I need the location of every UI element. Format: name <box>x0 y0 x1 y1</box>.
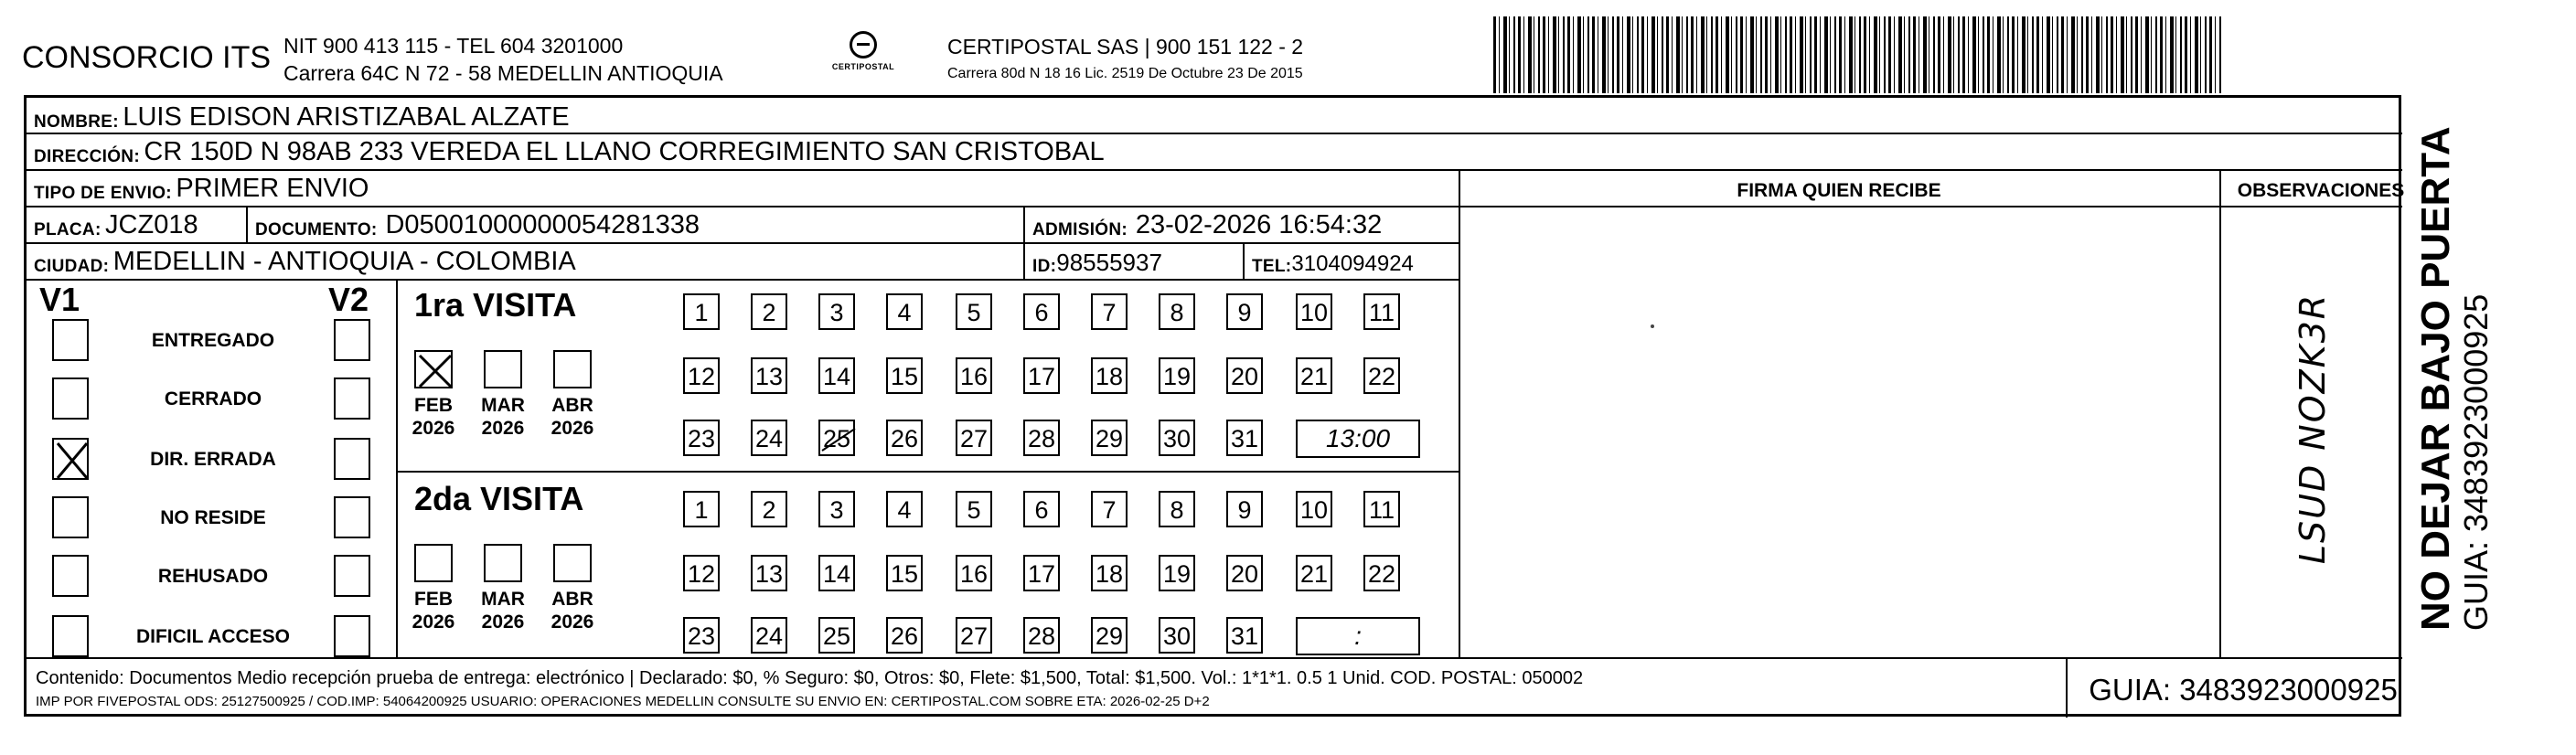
day-box[interactable]: 5 <box>956 293 992 330</box>
admision-value: 23-02-2026 16:54:32 <box>1135 210 1383 239</box>
observation-area[interactable] <box>2221 207 2402 657</box>
direccion-value: CR 150D N 98AB 233 VEREDA EL LLANO CORREGIMIENTO SAN CRISTOBAL <box>144 137 1105 166</box>
status-label: ENTREGADO <box>151 330 275 351</box>
day-box[interactable]: 1 <box>683 293 720 330</box>
visit1-title: 1ra VISITA <box>414 286 577 324</box>
id-value: 98555937 <box>1056 249 1162 276</box>
day-box[interactable]: 10 <box>1296 293 1332 330</box>
day-box[interactable]: 29 <box>1091 420 1128 456</box>
month-label <box>540 588 604 633</box>
month-checkbox[interactable] <box>414 544 453 582</box>
month-label <box>401 588 465 633</box>
month-checkbox[interactable] <box>484 350 522 388</box>
day-box[interactable]: 28 <box>1023 420 1060 456</box>
month-checkbox[interactable] <box>484 544 522 582</box>
day-box[interactable]: 17 <box>1023 357 1060 394</box>
day-box[interactable]: 31 <box>1226 420 1263 456</box>
day-box[interactable]: 25 <box>818 420 855 456</box>
month-name: MAR <box>481 395 525 416</box>
logo-text: CERTIPOSTAL <box>831 62 895 71</box>
day-box[interactable]: 25 <box>818 617 855 654</box>
day-box[interactable]: 12 <box>683 555 720 591</box>
month-checkbox[interactable] <box>553 350 592 388</box>
day-box[interactable]: 24 <box>751 617 787 654</box>
month-name: MAR <box>481 589 525 610</box>
month-checkbox[interactable] <box>414 350 453 388</box>
check-x-icon <box>54 440 91 482</box>
certipostal-line1: CERTIPOSTAL SAS | 900 151 122 - 2 <box>947 35 1304 58</box>
day-box[interactable]: 4 <box>886 491 923 527</box>
day-box[interactable]: 21 <box>1296 357 1332 394</box>
day-box[interactable]: 8 <box>1159 491 1195 527</box>
side-notice <box>2414 126 2495 631</box>
time-box[interactable]: : <box>1296 617 1420 655</box>
v2-checkbox[interactable] <box>334 496 370 538</box>
v2-header: V2 <box>328 281 369 318</box>
company-info <box>283 32 723 87</box>
observation-handwriting: LSUD NOZK3R <box>2293 292 2333 565</box>
row-nombre <box>27 100 570 133</box>
status-label: NO RESIDE <box>160 507 266 528</box>
v1-header: V1 <box>39 281 80 318</box>
day-box[interactable]: 15 <box>886 357 923 394</box>
day-box[interactable]: 19 <box>1159 555 1195 591</box>
ciudad-value: MEDELLIN - ANTIOQUIA - COLOMBIA <box>112 247 576 276</box>
day-box[interactable]: 20 <box>1226 357 1263 394</box>
month-label <box>401 394 465 440</box>
ciudad-label: CIUDAD: <box>34 257 110 276</box>
month-year: 2026 <box>550 611 594 633</box>
v1-checkbox[interactable] <box>52 615 89 657</box>
day-box[interactable]: 30 <box>1159 617 1195 654</box>
logo-icon <box>850 31 877 58</box>
documento-value: D05001000000054281338 <box>385 210 700 239</box>
certipostal-info <box>947 33 1303 88</box>
id-cell <box>1032 244 1162 277</box>
month-name: ABR <box>551 589 593 610</box>
row-tipo-envio <box>27 171 369 204</box>
day-box[interactable]: 16 <box>956 555 992 591</box>
month-year: 2026 <box>412 611 455 633</box>
day-box[interactable]: 4 <box>886 293 923 330</box>
day-box[interactable]: 19 <box>1159 357 1195 394</box>
placa-cell <box>34 207 198 240</box>
day-box[interactable]: 3 <box>818 491 855 527</box>
day-box[interactable]: 30 <box>1159 420 1195 456</box>
company-name: CONSORCIO ITS <box>22 40 272 75</box>
ciudad-cell <box>34 244 576 277</box>
day-box[interactable]: 11 <box>1363 491 1400 527</box>
month-label <box>471 588 535 633</box>
day-box[interactable]: 7 <box>1091 293 1128 330</box>
check-x-icon <box>416 352 454 390</box>
month-year: 2026 <box>481 418 525 439</box>
nit-line: NIT 900 413 115 - TEL 604 3201000 <box>283 34 624 58</box>
month-year: 2026 <box>550 418 594 439</box>
day-box[interactable]: 13 <box>751 555 787 591</box>
tipo-label: TIPO DE ENVIO: <box>34 184 172 203</box>
admision-cell <box>1032 207 1382 240</box>
day-box[interactable]: 24 <box>751 420 787 456</box>
direccion-label: DIRECCIÓN: <box>34 147 140 166</box>
dot-mark <box>1651 324 1654 328</box>
v1-checkbox[interactable] <box>52 555 89 597</box>
tel-cell <box>1252 244 1414 277</box>
day-box[interactable]: 15 <box>886 555 923 591</box>
month-checkbox[interactable] <box>553 544 592 582</box>
day-box[interactable]: 8 <box>1159 293 1195 330</box>
placa-value: JCZ018 <box>105 210 198 239</box>
day-box[interactable]: 6 <box>1023 293 1060 330</box>
status-label: REHUSADO <box>157 566 269 587</box>
day-box[interactable]: 14 <box>818 357 855 394</box>
day-box[interactable]: 12 <box>683 357 720 394</box>
v2-checkbox[interactable] <box>334 555 370 597</box>
status-label: DIFICIL ACCESO <box>135 626 290 647</box>
observaciones-header: OBSERVACIONES <box>2237 180 2405 201</box>
day-box[interactable]: 13 <box>751 357 787 394</box>
status-label: DIR. ERRADA <box>150 449 276 470</box>
month-name: FEB <box>414 589 453 610</box>
day-box[interactable]: 27 <box>956 617 992 654</box>
tipo-value: PRIMER ENVIO <box>176 174 369 203</box>
day-box[interactable]: 23 <box>683 617 720 654</box>
address-line: Carrera 64C N 72 - 58 MEDELLIN ANTIOQUIA <box>283 61 723 85</box>
barcode <box>1493 16 2221 93</box>
day-box[interactable]: 18 <box>1091 555 1128 591</box>
day-box[interactable]: 10 <box>1296 491 1332 527</box>
v1-checkbox[interactable] <box>52 378 89 420</box>
day-box[interactable]: 26 <box>886 617 923 654</box>
month-label <box>471 394 535 440</box>
month-year: 2026 <box>412 418 455 439</box>
nombre-value: LUIS EDISON ARISTIZABAL ALZATE <box>123 102 570 132</box>
day-box[interactable]: 29 <box>1091 617 1128 654</box>
month-label <box>540 394 604 440</box>
day-box[interactable]: 18 <box>1091 357 1128 394</box>
day-box[interactable]: 9 <box>1226 293 1263 330</box>
v2-checkbox[interactable] <box>334 615 370 657</box>
guia-number: GUIA: 3483923000925 <box>2089 673 2398 707</box>
nombre-label: NOMBRE: <box>34 112 119 132</box>
day-box[interactable]: 1 <box>683 491 720 527</box>
signature-area[interactable] <box>1460 207 2219 657</box>
day-box[interactable]: 21 <box>1296 555 1332 591</box>
day-box[interactable]: 9 <box>1226 491 1263 527</box>
day-box[interactable]: 17 <box>1023 555 1060 591</box>
visit2-title: 2da VISITA <box>414 480 584 517</box>
placa-label: PLACA: <box>34 220 102 239</box>
day-box[interactable]: 7 <box>1091 491 1128 527</box>
day-box[interactable]: 2 <box>751 491 787 527</box>
documento-label: DOCUMENTO: <box>255 220 378 239</box>
day-box[interactable]: 20 <box>1226 555 1263 591</box>
status-label: CERRADO <box>164 388 262 409</box>
delivery-form <box>24 95 2405 717</box>
no-dejar-bajo-puerta: NO DEJAR BAJO PUERTA <box>2413 126 2458 631</box>
tel-label: TEL: <box>1252 257 1292 276</box>
strike-mark-icon <box>820 421 857 458</box>
id-label: ID: <box>1032 257 1057 276</box>
row-direccion <box>27 134 1105 167</box>
firma-header: FIRMA QUIEN RECIBE <box>1737 180 1941 201</box>
v1-checkbox[interactable] <box>52 319 89 361</box>
day-box[interactable]: 26 <box>886 420 923 456</box>
side-guia: GUIA: 3483923000925 <box>2457 293 2495 631</box>
print-details: IMP POR FIVEPOSTAL ODS: 25127500925 / COD.IMP: 54064200925 USUARIO: OPERACIONES MEDELLIN CONSULTE SU ENVIO EN: CERTIPOSTAL.COM SOBRE ETA: 2026-02-25 D+2 <box>36 694 1210 709</box>
day-box[interactable]: 27 <box>956 420 992 456</box>
day-box[interactable]: 22 <box>1363 555 1400 591</box>
v2-checkbox[interactable] <box>334 438 370 480</box>
certipostal-line2: Carrera 80d N 18 16 Lic. 2519 De Octubre 23 De 2015 <box>947 66 1303 81</box>
day-box[interactable]: 22 <box>1363 357 1400 394</box>
content-details: Contenido: Documentos Medio recepción prueba de entrega: electrónico | Declarado: $0, % Seguro: $0, Otros: $0, Flete: $1,500, Total: $1,500. Vol.: 1*1*1. 0.5 1 Unid. COD. POSTAL: 050002 <box>36 668 1584 688</box>
month-name: ABR <box>551 395 593 416</box>
tel-value: 3104094924 <box>1291 251 1414 276</box>
documento-cell <box>255 207 700 240</box>
day-box[interactable]: 3 <box>818 293 855 330</box>
day-box[interactable]: 5 <box>956 491 992 527</box>
v2-checkbox[interactable] <box>334 319 370 361</box>
day-box[interactable]: 31 <box>1226 617 1263 654</box>
day-box[interactable]: 11 <box>1363 293 1400 330</box>
day-box[interactable]: 23 <box>683 420 720 456</box>
v1-checkbox[interactable] <box>52 496 89 538</box>
v1-checkbox[interactable] <box>52 438 89 480</box>
day-box[interactable]: 14 <box>818 555 855 591</box>
admision-label: ADMISIÓN: <box>1032 220 1128 239</box>
month-year: 2026 <box>481 611 525 633</box>
day-box[interactable]: 6 <box>1023 491 1060 527</box>
day-box[interactable]: 2 <box>751 293 787 330</box>
time-box[interactable]: 13:00 <box>1296 420 1420 458</box>
month-name: FEB <box>414 395 453 416</box>
v2-checkbox[interactable] <box>334 378 370 420</box>
certipostal-logo <box>827 31 900 90</box>
day-box[interactable]: 28 <box>1023 617 1060 654</box>
day-box[interactable]: 16 <box>956 357 992 394</box>
